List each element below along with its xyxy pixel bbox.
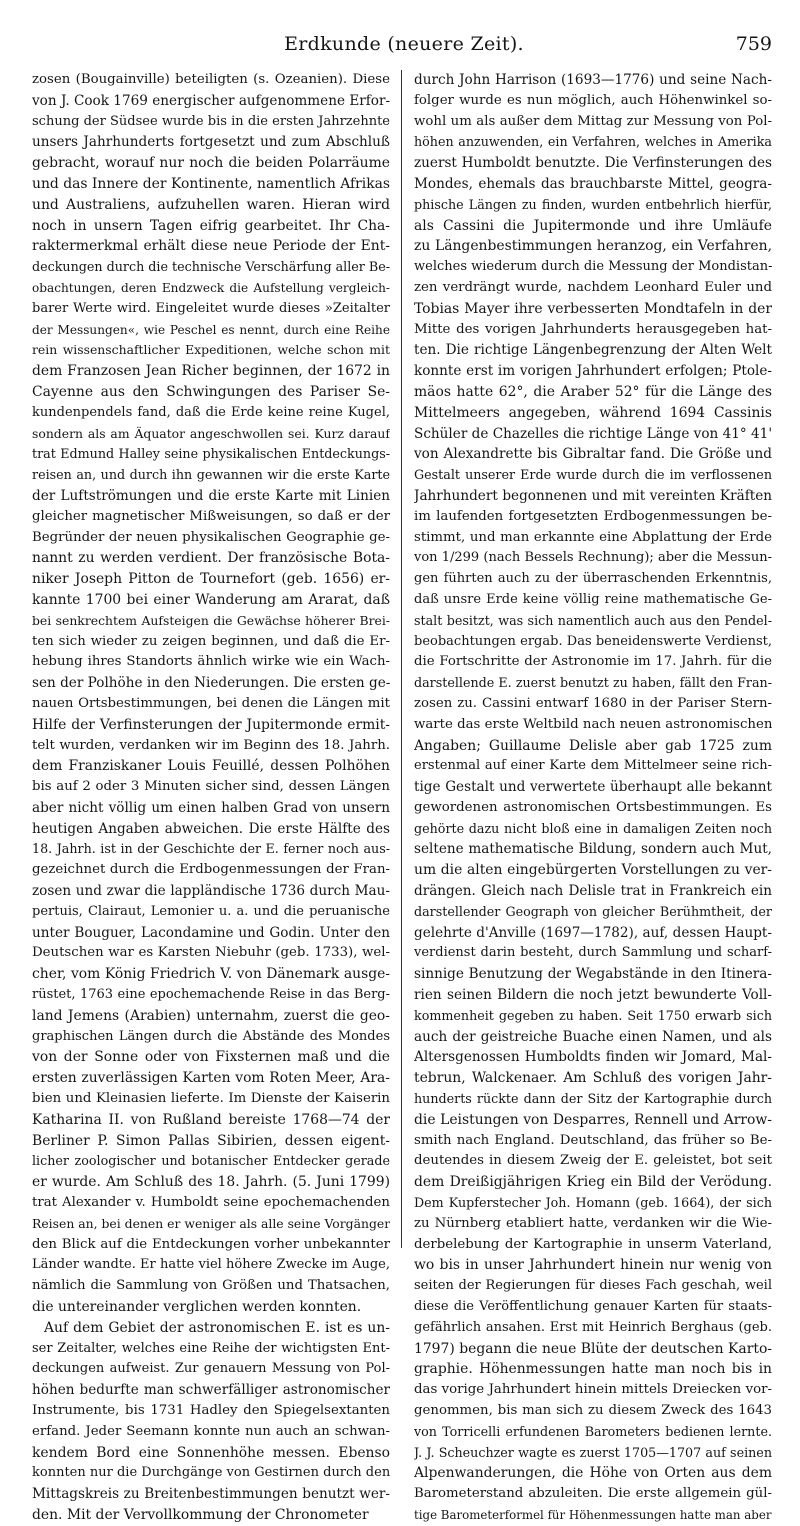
text-line: hebung ihres Standorts ähnlich wirke wie ein Wach- xyxy=(32,654,390,670)
text-line: Auf dem Gebiet der astronomischen E. ist es un- xyxy=(44,1319,390,1336)
text-line: dem Franzosen Jean Richer beginnen, der 1672 in xyxy=(32,363,390,380)
text-line: Jahrhundert begonnenen und mit vereinten Kräften xyxy=(414,487,772,504)
column-divider xyxy=(401,70,402,1248)
text-line: Barometerstand abzuleiten. Die erste allgemein gül- xyxy=(414,1486,772,1502)
text-line: bis auf 2 oder 3 Minuten sicher sind, dessen Längen xyxy=(32,779,390,795)
text-line: Instrumente, bis 1731 Hadley den Spiegelsextanten xyxy=(32,1403,390,1418)
text-line: tige Barometerformel für Höhenmessungen hatte man aber xyxy=(414,1507,772,1522)
running-header xyxy=(36,33,772,59)
text-line: zuerst Humboldt benutzte. Die Verfinsterungen des xyxy=(414,155,772,172)
text-line: zosen (Bougainville) beteiligten (s. Ozeanien). Diese xyxy=(32,72,390,87)
text-line: den. Mit der Vervollkommung der Chronometer xyxy=(32,1506,369,1523)
text-line: dem Dreißigjährigen Krieg ein Bild der Verödung. xyxy=(414,1174,772,1191)
text-line: seltene mathematische Bildung, sondern auch Mut, xyxy=(414,841,772,858)
text-line: nauen Ortsbestimmungen, bei denen die Längen mit xyxy=(32,695,390,711)
text-line: rüstet, 1763 eine epochemachende Reise in das Berg- xyxy=(32,987,390,1003)
text-line: zosen zu. Cassini entwarf 1680 in der Pariser Stern- xyxy=(414,695,772,711)
text-line: Angaben; Guillaume Delisle aber gab 1725 zum xyxy=(414,737,772,754)
text-line: raktermerkmal erhält diese neue Periode der Ent- xyxy=(32,238,390,255)
text-line: tige Gestalt und verwertete überhaupt alle bekannt xyxy=(414,779,772,796)
text-line: Schüler de Chazelles die richtige Länge von 41° 41' xyxy=(414,425,772,442)
text-line: ersten zuverlässigen Karten vom Roten Meer, Ara- xyxy=(32,1070,390,1087)
text-line: erfand. Jeder Seemann konnte nun auch an schwan- xyxy=(32,1423,390,1439)
text-line: die Leistungen von Desparres, Rennell und Arrow- xyxy=(414,1111,772,1128)
text-line: konnte erst im vorigen Jahrhundert erfolgen; Ptole- xyxy=(414,363,772,380)
text-line: von Alexandrette bis Gibraltar fand. Die Größe und xyxy=(414,446,772,463)
text-line: folger wurde es nun möglich, auch Höhenwinkel so- xyxy=(414,92,772,108)
text-line: telt wurden, verdanken wir im Beginn des 18. Jahrh. xyxy=(32,737,390,753)
text-line: Mondes, ehemals das brauchbarste Mittel, geogra- xyxy=(414,175,772,192)
text-line: durch John Harrison (1693—1776) und seine Nach- xyxy=(414,72,772,88)
text-line: sen der Polhöhe in den Niederungen. Die ersten ge- xyxy=(32,675,390,692)
text-line: Gestalt unserer Erde wurde durch die im verflossenen xyxy=(414,467,772,483)
text-line: kendem Bord eine Sonnenhöhe messen. Ebenso xyxy=(32,1444,390,1461)
text-line: gefährlich ansahen. Erst mit Heinrich Berghaus (geb. xyxy=(414,1319,772,1335)
text-line: graphischen Längen durch die Abstände des Mondes xyxy=(32,1028,390,1044)
text-line: das vorige Jahrhundert hinein mittels Dreiecken vor- xyxy=(414,1382,772,1398)
text-line: Cayenne aus den Schwingungen des Pariser Se- xyxy=(32,383,390,400)
text-line: zen verdrängt wurde, nachdem Leonhard Euler und xyxy=(414,279,772,295)
text-line: nannt zu werden verdient. Der französische Bota- xyxy=(32,550,390,567)
text-line: unsers Jahrhunderts fortgesetzt und zum Abschluß xyxy=(32,134,390,151)
text-line: ser Zeitalter, welches eine Reihe der wichtigsten Ent- xyxy=(32,1340,390,1356)
text-line: Mittelmeers angegeben, während 1694 Cassinis xyxy=(414,404,772,421)
text-line: von Torricelli erfundenen Barometers bedienen lernte. xyxy=(414,1423,772,1439)
text-line: gehörte dazu nicht bloß eine in damaligen Zeiten noch xyxy=(414,820,772,836)
text-line: sondern als am Äquator angeschwollen sei. Kurz darauf xyxy=(32,425,390,441)
text-line: diese die Veröffentlichung genauer Karten für staats- xyxy=(414,1299,772,1315)
text-line: stalt besitzt, was sich namentlich auch aus den Pendel- xyxy=(414,612,772,628)
text-line: gelehrte d'Anville (1697—1782), auf, dessen Haupt- xyxy=(414,924,772,941)
text-line: phische Längen zu finden, wurden entbehrlich hierfür, xyxy=(414,196,772,212)
text-line: licher zoologischer und botanischer Entdecker gerade xyxy=(32,1153,390,1169)
text-line: rein wissenschaftlicher Expeditionen, welche schon mit xyxy=(32,342,390,358)
text-line: sinnige Benutzung der Wegabstände in den Itinera- xyxy=(414,966,772,983)
page-number: 759 xyxy=(735,33,772,55)
text-line: schung der Südsee wurde bis in die ersten Jahrzehnte xyxy=(32,113,390,129)
text-line: rien seinen Bildern die noch jetzt bewunderte Voll- xyxy=(414,987,772,1004)
text-line: obachtungen, deren Endzweck die Aufstellung vergleich- xyxy=(32,280,390,295)
text-line: Reisen an, bei denen er weniger als alle seine Vorgänger xyxy=(32,1215,390,1231)
text-line: noch in unsern Tagen eifrig gearbeitet. Ihr Cha- xyxy=(32,217,390,234)
text-line: smith nach England. Deutschland, das früher so Be- xyxy=(414,1132,772,1148)
text-line: nämlich die Sammlung von Größen und Thatsachen, xyxy=(32,1278,390,1294)
text-line: daß unsre Erde keine völlig reine mathematische Ge- xyxy=(414,591,772,607)
text-line: die untereinander verglichen werden konnten. xyxy=(32,1299,362,1316)
text-line: verdienst darin besteht, durch Sammlung und scharf- xyxy=(414,945,772,961)
text-line: Deutschen war es Karsten Niebuhr (geb. 1733), wel- xyxy=(32,945,390,961)
text-line: darstellender Geograph von gleicher Berühmtheit, der xyxy=(414,903,772,919)
text-line: von der Sonne oder von Fixsternen maß und die xyxy=(32,1049,390,1066)
text-line: J. J. Scheuchzer wagte es zuerst 1705—1707 auf seinen xyxy=(414,1444,772,1460)
text-line: deckungen aufweist. Zur genauern Messung von Pol- xyxy=(32,1361,390,1377)
text-line: barer Werte wird. Eingeleitet wurde dieses »Zeitalter xyxy=(32,300,390,316)
text-line: derbelebung der Kartographie in unserm Vaterland, xyxy=(414,1236,772,1252)
text-line: zu Nürnberg etabliert hatte, verdanken wir die Wie- xyxy=(414,1215,772,1231)
text-line: konnten nur die Durchgänge von Gestirnen durch den xyxy=(32,1465,390,1481)
text-line: gen führten auch zu der überraschenden Erkenntnis, xyxy=(414,571,772,587)
text-line: auch der geistreiche Buache einen Namen, und als xyxy=(414,1028,772,1045)
text-line: höhen anzuwenden, ein Verfahren, welches in Amerika xyxy=(414,134,772,150)
text-line: trat Alexander v. Humboldt seine epochemachenden xyxy=(32,1195,390,1211)
text-line: unter Bouguer, Lacondamine und Godin. Unter den xyxy=(32,924,390,941)
text-line: und Australiens, aufzuhellen waren. Hieran wird xyxy=(32,196,390,213)
text-line: Katharina II. von Rußland bereiste 1768—74 der xyxy=(32,1111,390,1128)
text-line: Altersgenossen Humboldts finden wir Jomard, Mal- xyxy=(414,1049,772,1066)
text-line: zu Längenbestimmungen heranzog, ein Verfahren, xyxy=(414,238,772,255)
text-line: dem Franziskaner Louis Feuillé, dessen Polhöhen xyxy=(32,758,390,775)
text-line: niker Joseph Pitton de Tournefort (geb. 1656) er- xyxy=(32,571,390,588)
text-line: kommenheit gegeben zu haben. Seit 1750 erwarb sich xyxy=(414,1007,772,1023)
text-line: heutigen Angaben abweichen. Die erste Hälfte des xyxy=(32,820,390,837)
text-line: um die alten eingebürgerten Vorstellungen zu ver- xyxy=(414,862,772,879)
text-line: als Cassini die Jupitermonde und ihre Umläufe xyxy=(414,217,772,234)
text-line: gleicher magnetischer Mißweisungen, so daß er der xyxy=(32,508,390,524)
text-line: ten sich wieder zu zeigen beginnen, und daß die Er- xyxy=(32,633,390,649)
text-line: beobachtungen ergab. Das beneidenswerte Verdienst, xyxy=(414,633,772,649)
text-line: deckungen durch die technische Verschärfung aller Be- xyxy=(32,259,390,275)
text-line: kundenpendels fand, daß die Erde keine reine Kugel, xyxy=(32,404,390,420)
text-line: Berliner P. Simon Pallas Sibirien, dessen eigent- xyxy=(32,1132,390,1149)
text-line: tebrun, Walckenaer. Am Schluß des vorigen Jahr- xyxy=(414,1070,772,1087)
text-line: stimmt, und man erkannte eine Abplattung der Erde xyxy=(414,529,772,545)
text-line: reisen an, und durch ihn gewannen wir die erste Karte xyxy=(32,467,390,483)
text-line: und das Innere der Kontinente, namentlich Afrikas xyxy=(32,175,390,192)
text-line: drängen. Gleich nach Delisle trat in Frankreich ein xyxy=(414,883,772,900)
text-line: den Blick auf die Entdeckungen vorher unbekannter xyxy=(32,1236,390,1252)
text-line: wohl um als außer dem Mittag zur Messung von Pol- xyxy=(414,113,772,129)
text-line: gezeichnet durch die Erdbogenmessungen der Fran- xyxy=(32,862,390,878)
text-line: graphie. Höhenmessungen hatte man noch bis in xyxy=(414,1361,772,1378)
text-line: 18. Jahrh. ist in der Geschichte der E. ferner noch aus- xyxy=(32,841,390,857)
text-line: Dem Kupferstecher Joh. Homann (geb. 1664), der sich xyxy=(414,1195,772,1211)
text-line: die Fortschritte der Astronomie im 17. Jahrh. für die xyxy=(414,654,772,670)
text-line: erstenmal auf einer Karte dem Mittelmeer seine rich- xyxy=(414,758,772,774)
text-line: land Jemens (Arabien) unternahm, zuerst die geo- xyxy=(32,1007,390,1024)
text-line: 1797) begann die neue Blüte der deutschen Karto- xyxy=(414,1340,772,1357)
text-line: Tobias Mayer ihre verbesserten Mondtafeln in der xyxy=(414,300,772,317)
text-line: Mittagskreis zu Breitenbestimmungen benutzt wer- xyxy=(32,1486,390,1503)
text-line: bien und Kleinasien lieferte. Im Dienste der Kaiserin xyxy=(32,1091,390,1107)
text-line: mäos hatte 62°, die Araber 52° für die Länge des xyxy=(414,383,772,400)
text-line: darstellende E. zuerst benutzt zu haben, fällt den Fran- xyxy=(414,675,772,691)
text-line: bei senkrechtem Aufsteigen die Gewächse höherer Brei- xyxy=(32,612,390,628)
text-line: wo bis in unser Jahrhundert hinein nur wenig von xyxy=(414,1257,772,1274)
text-line: Länder wandte. Er hatte viel höhere Zwecke im Auge, xyxy=(32,1257,390,1273)
text-line: gebracht, worauf nur noch die beiden Polarräume xyxy=(32,155,390,172)
text-line: warte das erste Weltbild nach neuen astronomischen xyxy=(414,716,772,732)
text-line: im laufenden fortgesetzten Erdbogenmessungen be- xyxy=(414,508,772,524)
text-line: kannte 1700 bei einer Wanderung am Ararat, daß xyxy=(32,591,390,608)
text-line: Begründer der neuen physikalischen Geographie ge- xyxy=(32,529,390,545)
text-line: von J. Cook 1769 energischer aufgenommene Erfor- xyxy=(32,92,390,109)
text-line: cher, vom König Friedrich V. von Dänemark ausge- xyxy=(32,966,390,983)
text-line: zosen und zwar die lappländische 1736 durch Mau- xyxy=(32,883,390,900)
text-line: gewordenen astronomischen Ortsbestimmungen. Es xyxy=(414,799,772,815)
text-line: seiten der Regierungen für dieses Fach geschah, weil xyxy=(414,1278,772,1294)
text-line: er wurde. Am Schluß des 18. Jahrh. (5. Juni 1799) xyxy=(32,1174,390,1191)
right-text-column xyxy=(414,70,772,1526)
text-line: hunderts rückte dann der Sitz der Kartographie durch xyxy=(414,1091,772,1107)
text-line: Mitte des vorigen Jahrhunderts herausgegeben hat- xyxy=(414,321,772,337)
text-line: der Luftströmungen und die erste Karte mit Linien xyxy=(32,487,390,504)
page-title: Erdkunde (neuere Zeit). xyxy=(284,33,524,55)
text-line: von 1/299 (nach Bessels Rechnung); aber die Messun- xyxy=(414,550,772,566)
left-text-column xyxy=(32,70,390,1526)
text-line: ten. Die richtige Längenbegrenzung der Alten Welt xyxy=(414,342,772,359)
text-line: welches wiederum durch die Messung der Mondistan- xyxy=(414,259,772,275)
text-line: höhen bedurfte man schwerfälliger astronomischer xyxy=(32,1382,390,1399)
text-line: der Messungen«, wie Peschel es nennt, durch eine Reihe xyxy=(32,322,390,337)
text-line: aber nicht völlig um einen halben Grad von unsern xyxy=(32,799,390,816)
text-line: Alpenwanderungen, die Höhe von Orten aus dem xyxy=(414,1465,772,1482)
text-line: genommen, bis man sich zu diesem Zweck des 1643 xyxy=(414,1403,772,1418)
text-line: pertuis, Clairaut, Lemonier u. a. und die peruanische xyxy=(32,903,390,919)
text-line: trat Edmund Halley seine physikalischen Entdeckungs- xyxy=(32,446,390,462)
text-line: Hilfe der Verfinsterungen der Jupitermonde ermit- xyxy=(32,716,390,733)
text-line: deutendes in diesem Zweig der E. geleistet, bot seit xyxy=(414,1153,772,1169)
